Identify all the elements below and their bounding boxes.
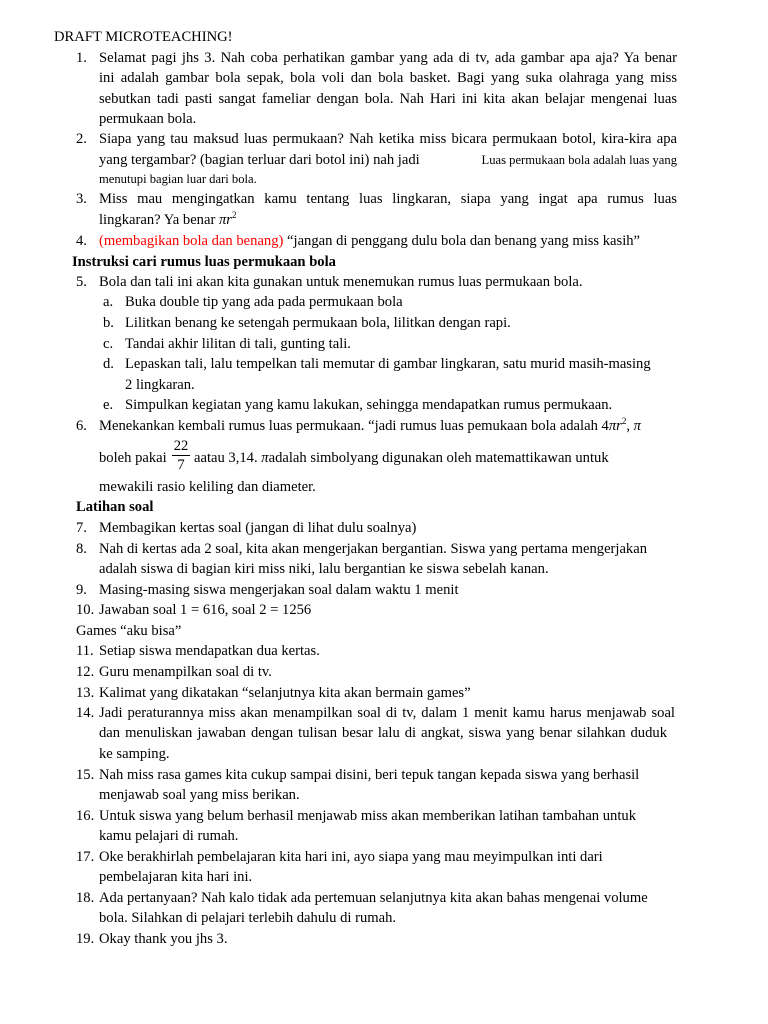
heading-instruksi: Instruksi cari rumus luas permukaan bola	[72, 254, 336, 270]
item-number: 1.	[76, 50, 87, 66]
item-3-line-1: Miss mau mengingatkan kamu tentang luas lingkaran, siapa yang ingat apa rumus luas	[99, 191, 677, 207]
fraction-22-7	[172, 438, 190, 473]
item-1-line-1: Selamat pagi jhs 3. Nah coba perhatikan gambar yang ada di tv, ada gambar apa aja? Ya benar	[99, 50, 677, 66]
item-1-line-4: permukaan bola.	[99, 111, 197, 127]
pi-symbol: π	[608, 418, 617, 434]
item-8-line-2: adalah siswa di bagian kiri miss niki, lalu bergantian ke siswa sebelah kanan.	[99, 561, 549, 577]
item-13-line: Kalimat yang dikatakan “selanjutnya kita akan bermain games”	[99, 685, 471, 701]
item-1-line-2: ini adalah gambar bola sepak, bola voli dan bola basket. Bagi yang suka olahraga yang miss	[99, 70, 677, 86]
document-title: DRAFT MICROTEACHING!	[54, 29, 233, 45]
item-2-line-2-main: yang tergambar? (bagian terluar dari botol ini) nah jadi	[99, 152, 420, 168]
item-2-line-3: menutupi bagian luar dari bola.	[99, 172, 257, 186]
sub-letter: b.	[103, 315, 114, 331]
item-4-text: “jangan di penggang dulu bola dan benang yang miss kasih”	[283, 233, 641, 249]
item-number: 2.	[76, 131, 87, 147]
item-4-red-text: (membagikan bola dan benang)	[99, 233, 284, 249]
item-6-line-2-mid: aatau 3,14.	[194, 450, 258, 466]
fraction-numerator: 22	[173, 438, 189, 454]
item-8-line-1: Nah di kertas ada 2 soal, kita akan mengerjakan bergantian. Siswa yang pertama mengerjakan	[99, 541, 648, 557]
item-3-line-2-text: lingkaran? Ya benar	[99, 212, 216, 228]
item-10-line: Jawaban soal 1 = 616, soal 2 = 1256	[99, 602, 312, 618]
item-number: 10.	[76, 602, 95, 618]
radius-symbol: r	[616, 418, 622, 434]
item-2-line-2	[99, 150, 677, 170]
exponent: 2	[231, 210, 237, 220]
sub-item-d-line-2: 2 lingkaran.	[125, 377, 195, 393]
item-18-line-2: bola. Silahkan di pelajari terlebih dahulu di rumah.	[99, 910, 397, 926]
item-number: 17.	[76, 849, 95, 865]
item-number: 9.	[76, 582, 87, 598]
heading-games: Games “aku bisa”	[76, 623, 182, 639]
item-1-line-3: sebutkan tadi pasti sangat fameliar dengan bola. Nah Hari ini kita akan belajar mengenai luas	[99, 91, 677, 107]
item-18-line-1: Ada pertanyaan? Nah kalo tidak ada pertemuan selanjutnya kita akan bahas mengenai volume	[99, 890, 648, 906]
sub-item-a: Buka double tip yang ada pada permukaan bola	[125, 294, 403, 310]
item-number: 15.	[76, 767, 95, 783]
item-14-line-3: ke samping.	[99, 746, 170, 762]
item-15-line-2: menjawab soal yang miss berikan.	[99, 787, 300, 803]
item-5-line: Bola dan tali ini akan kita gunakan untuk menemukan rumus luas permukaan bola.	[99, 274, 583, 290]
item-number: 19.	[76, 931, 95, 947]
item-4-line	[99, 231, 640, 251]
fraction-bar	[172, 455, 190, 456]
item-16-line-2: kamu pelajari di rumah.	[99, 828, 239, 844]
item-6-line-1-text: Menekankan kembali rumus luas permukaan. “jadi rumus luas pemukaan bola adalah 4	[99, 418, 609, 434]
item-6-line-2-post: adalah simbolyang digunakan oleh matemattikawan untuk	[268, 450, 609, 466]
item-number: 12.	[76, 664, 95, 680]
exponent: 2	[621, 416, 627, 426]
item-16-line-1: Untuk siswa yang belum berhasil menjawab miss akan memberikan latihan tambahan untuk	[99, 808, 636, 824]
sub-item-c: Tandai akhir lilitan di tali, gunting tali.	[125, 336, 351, 352]
sub-item-d: Lepaskan tali, lalu tempelkan tali memutar di gambar lingkaran, satu murid masih-masing	[125, 356, 651, 372]
item-number: 18.	[76, 890, 95, 906]
sub-item-b: Lilitkan benang ke setengah permukaan bola, lilitkan dengan rapi.	[125, 315, 511, 331]
item-7-line: Membagikan kertas soal (jangan di lihat dulu soalnya)	[99, 520, 417, 536]
item-number: 14.	[76, 705, 95, 721]
item-2-line-2-small: Luas permukaan bola adalah luas yang	[481, 153, 677, 167]
item-number: 7.	[76, 520, 87, 536]
item-11-line: Setiap siswa mendapatkan dua kertas.	[99, 643, 320, 659]
sub-letter: a.	[103, 294, 114, 310]
pi-symbol: π	[633, 418, 641, 434]
item-15-line-1: Nah miss rasa games kita cukup sampai disini, beri tepuk tangan kepada siswa yang berhasil	[99, 767, 640, 783]
item-number: 5.	[76, 274, 87, 290]
fraction-denominator: 7	[177, 457, 185, 473]
item-number: 16.	[76, 808, 95, 824]
sub-item-e: Simpulkan kegiatan yang kamu lakukan, sehingga mendapatkan rumus permukaan.	[125, 397, 613, 413]
heading-latihan: Latihan soal	[76, 499, 154, 515]
item-17-line-1: Oke berakhirlah pembelajaran kita hari ini, ayo siapa yang mau meyimpulkan inti dari	[99, 849, 603, 865]
item-6-line-2-pre: boleh pakai	[99, 450, 167, 466]
item-3-line-2	[99, 210, 236, 230]
sub-letter: d.	[103, 356, 114, 372]
sub-letter: e.	[103, 397, 114, 413]
comma: ,	[626, 418, 634, 434]
item-9-line: Masing-masing siswa mengerjakan soal dalam waktu 1 menit	[99, 582, 459, 598]
item-14-line-1: Jadi peraturannya miss akan menampilkan soal di tv, dalam 1 menit kamu harus menjawab soal	[99, 705, 675, 721]
item-19-line: Okay thank you jhs 3.	[99, 931, 228, 947]
item-number: 13.	[76, 685, 95, 701]
item-number: 8.	[76, 541, 87, 557]
item-number: 6.	[76, 418, 87, 434]
item-2-line-1: Siapa yang tau maksud luas permukaan? Nah ketika miss bicara permukaan botol, kira-kira apa	[99, 131, 677, 147]
item-6-line-2	[194, 448, 609, 468]
item-number: 3.	[76, 191, 87, 207]
sub-letter: c.	[103, 336, 114, 352]
item-number: 4.	[76, 233, 87, 249]
item-17-line-2: pembelajaran kita hari ini.	[99, 869, 253, 885]
item-12-line: Guru menampilkan soal di tv.	[99, 664, 272, 680]
radius-symbol: r	[226, 212, 232, 228]
pi-symbol: π	[261, 450, 269, 466]
pi-symbol: π	[218, 212, 227, 228]
item-6-line-1	[99, 416, 641, 436]
item-6-line-3: mewakili rasio keliling dan diameter.	[99, 479, 316, 495]
item-14-line-2: dan menuliskan jawaban dengan tulisan besar lalu di angkat, siswa yang benar silahkan duduk	[99, 725, 667, 741]
item-number: 11.	[76, 643, 94, 659]
